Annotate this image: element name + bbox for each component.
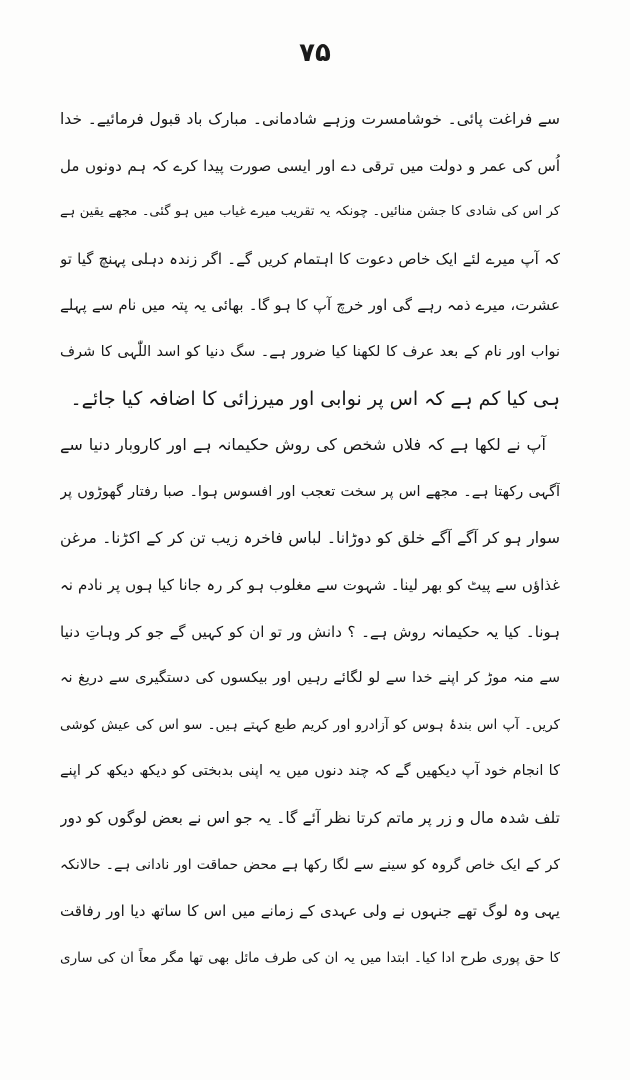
text-line: کریں۔ آپ اس بندۂ ہوس کو آزادرو اور کریم طبع کہتے ہیں۔ سو اس کی عیش کوشی (60, 716, 560, 733)
text-line: تلف شدہ مال و زر پر ماتم کرتا نظر آئے گا۔ یہ جو اس نے بعض لوگوں کو دور (60, 808, 560, 827)
text-line: آگہی رکھتا ہے۔ مجھے اس پر سخت تعجب اور افسوس ہوا۔ صبا رفتار گھوڑوں پر (60, 483, 560, 500)
text-line: کہ آپ میرے لئے ایک خاص دعوت کا اہتمام کریں گے۔ اگر زندہ دہلی پہنچ گیا تو (60, 249, 560, 268)
text-line: ہونا۔ کیا یہ حکیمانہ روش ہے۔ ؟ دانش ور تو ان کو کہیں گے جو کر وہاتِ دنیا (60, 622, 560, 641)
text-line: کر کے ایک خاص گروہ کو سینے سے لگا رکھا ہے محض حماقت اور نادانی ہے۔ حالانکہ (60, 856, 560, 873)
page-text (60, 96, 560, 981)
text-line: یہی وہ لوگ تھے جنہوں نے ولی عہدی کے زمانے میں اس کا ساتھ دیا اور رفاقت (60, 902, 560, 921)
text-line: سے منہ موڑ کر اپنے خدا سے لو لگائے رہیں اور بیکسوں کی دستگیری سے دریغ نہ (60, 670, 560, 687)
paragraph-end-line: ہی کیا کم ہے کہ اس پر نوابی اور میرزائی کا اضافہ کیا جائے۔ (70, 387, 560, 410)
text-line: نواب اور نام کے بعد عرف کا لکھنا کیا ضرور ہے۔ سگ دنیا کو اسد اللّٰہی کا شرف (60, 343, 560, 360)
page-number: ۷۵ (299, 38, 331, 68)
text-line: سوار ہو کر آگے آگے خلق کو دوڑانا۔ لباس فاخرہ زیب تن کر کے اکڑنا۔ مرغن (60, 529, 560, 548)
text-line: سے فراغت پائی۔ خوشامسرت وزہے شادمانی۔ مبارک باد قبول فرمائیے۔ خدا (60, 110, 560, 128)
text-line: کا انجام خود آپ دیکھیں گے کہ چند دنوں میں یہ اپنی بدبختی کو دیکھ دیکھ کر اپنے (60, 763, 560, 780)
text-line: عشرت، میرے ذمہ رہے گی اور خرچ آپ کا ہو گا۔ بھائی یہ پتہ میں نام سے پہلے (60, 296, 560, 315)
text-line: غذاؤں سے پیٹ کو بھر لینا۔ شہوت سے مغلوب ہو کر رہ جانا کیا ہوں پر نادم نہ (60, 575, 560, 594)
paragraph-start-line: آپ نے لکھا ہے کہ فلاں شخص کی روش حکیمانہ ہے اور کاروبار دنیا سے (60, 435, 546, 455)
text-line: اُس کی عمر و دولت میں ترقی دے اور ایسی صورت پیدا کرے کہ ہم دونوں مل (60, 156, 560, 175)
text-line: کر اس کی شادی کا جشن منائیں۔ چونکہ یہ تقریب میرے غیاب میں ہو گئی۔ مجھے یقین ہے (60, 204, 560, 220)
text-line: کا حق پوری طرح ادا کیا۔ ابتدا میں یہ ان کی طرف مائل بھی تھا مگر معاً ان کی ساری (60, 949, 560, 966)
